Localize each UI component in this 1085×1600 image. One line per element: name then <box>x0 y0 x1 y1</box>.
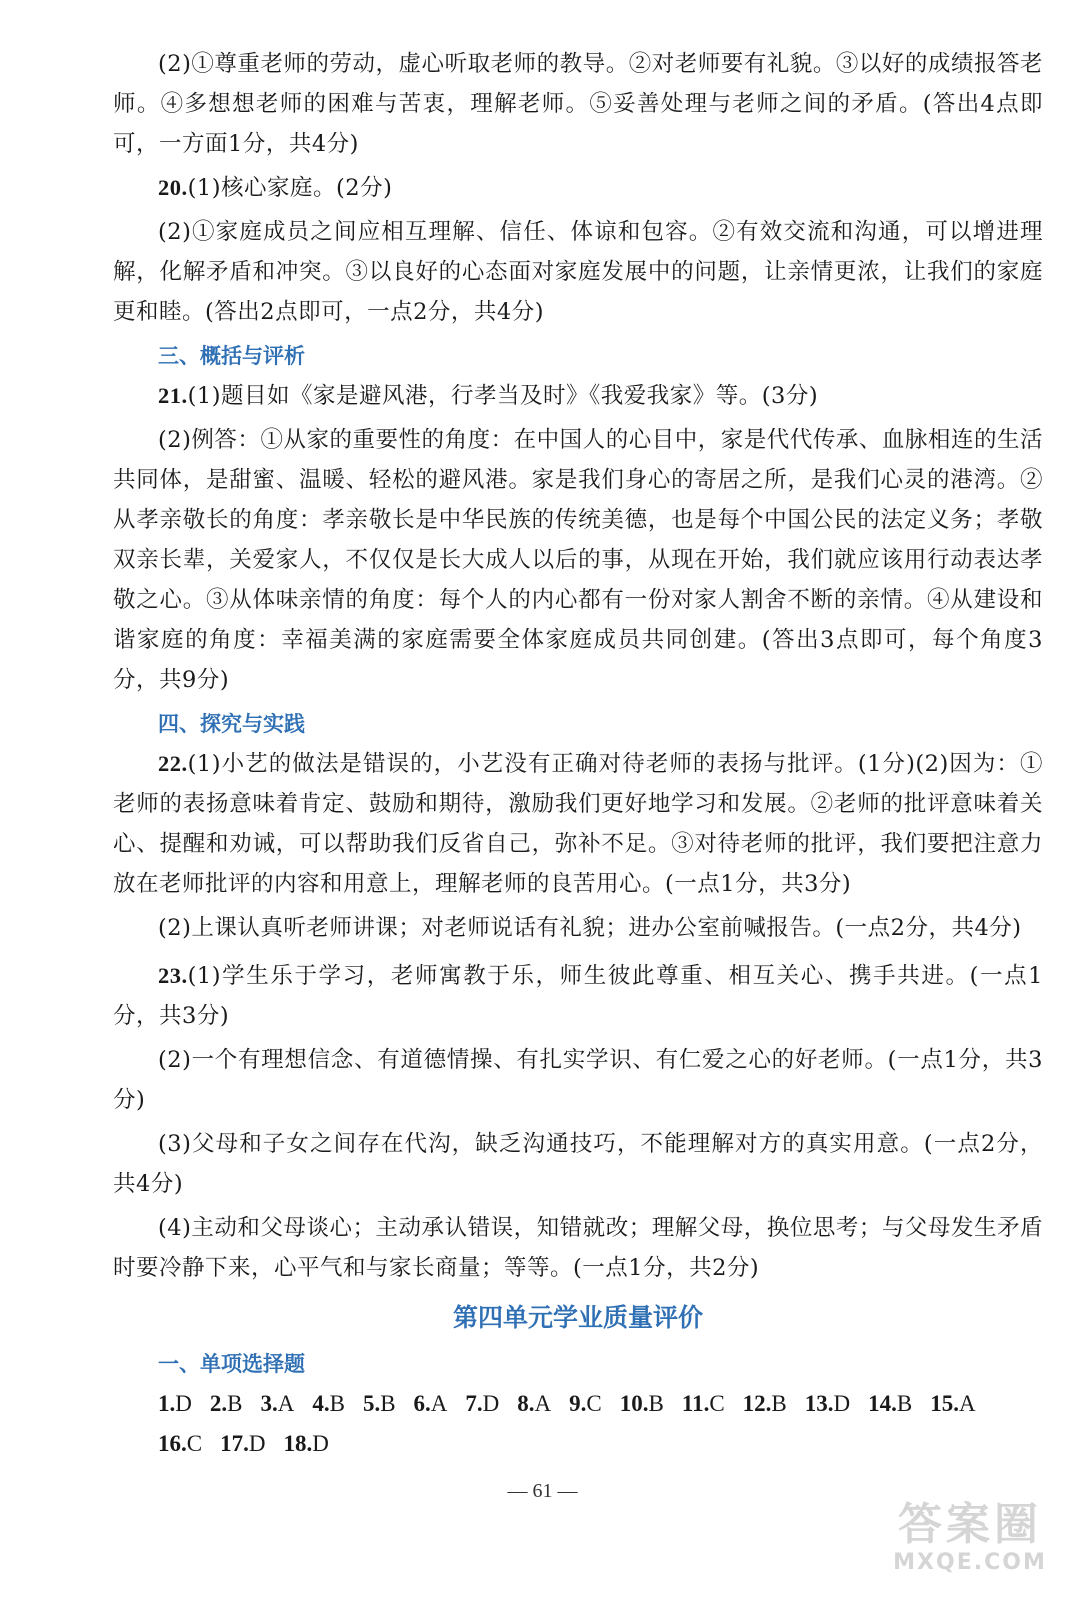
answer-letter: A <box>430 1391 448 1416</box>
answer-letter: C <box>709 1391 725 1416</box>
question-number: 20. <box>158 175 188 200</box>
answer-item <box>465 1384 499 1424</box>
answer-letter: D <box>482 1391 500 1416</box>
answer-item <box>158 1424 202 1464</box>
answer-letter: D <box>175 1391 192 1416</box>
section-heading-3: 三、概括与评析 <box>158 344 305 368</box>
answer-item <box>363 1384 396 1424</box>
answer-number: 10. <box>619 1391 649 1416</box>
answer-item <box>569 1384 602 1424</box>
answer-number: 4. <box>312 1391 330 1416</box>
answer-letter: C <box>186 1431 203 1456</box>
answer-letter: D <box>248 1431 266 1456</box>
answer-item <box>414 1384 448 1424</box>
answer-number: 18. <box>283 1431 313 1456</box>
answer-letter: A <box>277 1391 295 1416</box>
watermark-main: 答案圈 <box>898 1499 1042 1550</box>
paragraph-23-4: (4)主动和父母谈心；主动承认错误，知错就改；理解父母，换位思考；与父母发生矛盾时要冷静下来，心平气和与家长商量；等等。(一点1分，共2分) <box>113 1215 1043 1281</box>
paragraph-21-2: (2)例答：①从家的重要性的角度：在中国人的心目中，家是代代传承、血脉相连的生活共同体，是甜蜜、温暖、轻松的避风港。家是我们身心的寄居之所，是我们心灵的港湾。②从孝亲敬长的角度：孝亲敬长是中华民族的传统美德，也是每个中国公民的法定义务；孝敬双亲长辈，关爱家人，不仅仅是长大成人以后的事，从现在开始，我们就应该用行动表达孝敬之心。③从体味亲情的角度：每个人的内心都有一份对家人割舍不断的亲情。④从建设和谐家庭的角度：幸福美满的家庭需要全体家庭成员共同创建。(答出3点即可，每个角度3分，共9分) <box>113 427 1043 693</box>
answer-number: 1. <box>158 1391 176 1416</box>
answer-item <box>158 1384 192 1424</box>
question-22-part-1 <box>113 744 1043 904</box>
answer-number: 13. <box>804 1391 834 1416</box>
answer-number: 9. <box>569 1391 587 1416</box>
answer-page <box>113 44 1043 1464</box>
answer-number: 17. <box>220 1431 249 1456</box>
answer-number: 16. <box>158 1431 187 1456</box>
answer-number: 14. <box>868 1391 897 1416</box>
question-23-text: (1)学生乐于学习，老师寓教于乐，师生彼此尊重、相互关心、携手共进。(一点1分，共3分) <box>113 963 1043 1029</box>
paragraph-22-2: (2)上课认真听老师讲课；对老师说话有礼貌；进办公室前喊报告。(一点2分，共4分) <box>158 915 1022 941</box>
answer-letter: C <box>586 1391 602 1416</box>
answer-letter: B <box>329 1391 345 1416</box>
answer-item <box>312 1384 345 1424</box>
answer-item <box>210 1384 243 1424</box>
answer-item <box>930 1384 975 1424</box>
answer-letter: B <box>648 1391 664 1416</box>
watermark-sub: MXQE.COM <box>893 1550 1047 1575</box>
answer-item <box>868 1384 912 1424</box>
section-heading-4: 四、探究与实践 <box>158 712 305 736</box>
question-number: 23. <box>158 963 188 988</box>
paragraph-20-2: (2)①家庭成员之间应相互理解、信任、体谅和包容。②有效交流和沟通，可以增进理解，化解矛盾和冲突。③以良好的心态面对家庭发展中的问题，让亲情更浓，让我们的家庭更和睦。(答出2点即可，一点2分，共4分) <box>113 219 1043 325</box>
question-20-text: (1)核心家庭。(2分) <box>187 175 393 201</box>
answer-number: 15. <box>930 1391 959 1416</box>
answer-letter: B <box>227 1391 243 1416</box>
answer-letter: D <box>833 1391 851 1416</box>
paragraph-19-2: (2)①尊重老师的劳动，虚心听取老师的教导。②对老师要有礼貌。③以好的成绩报答老师。④多想想老师的困难与苦衷，理解老师。⑤妥善处理与老师之间的矛盾。(答出4点即可，一方面1分，共4分) <box>113 51 1043 157</box>
answer-letter: A <box>958 1391 976 1416</box>
answer-number: 12. <box>742 1391 772 1416</box>
question-23-part-1 <box>113 956 1043 1036</box>
answer-item <box>220 1424 265 1464</box>
answer-item <box>517 1384 551 1424</box>
answer-letter: A <box>534 1391 552 1416</box>
answer-number: 5. <box>362 1391 381 1416</box>
section-heading-1: 一、单项选择题 <box>158 1352 305 1376</box>
answer-number: 2. <box>209 1391 228 1416</box>
question-22-text: (1)小艺的做法是错误的，小艺没有正确对待老师的表扬与批评。(1分)(2)因为：①老师的表扬意味着肯定、鼓励和期待，激励我们更好地学习和发展。②老师的批评意味着关心、提醒和劝诫，可以帮助我们反省自己，弥补不足。③对待老师的批评，我们要把注意力放在老师批评的内容和用意上，理解老师的良苦用心。(一点1分，共3分) <box>113 751 1043 897</box>
answer-letter: B <box>771 1391 787 1416</box>
answer-number: 3. <box>260 1391 278 1416</box>
answer-number: 7. <box>465 1391 483 1416</box>
question-20-part-1 <box>113 168 1043 208</box>
answer-item <box>682 1384 725 1424</box>
answer-item <box>283 1424 328 1464</box>
answer-letter: B <box>896 1391 913 1416</box>
answer-item <box>805 1384 850 1424</box>
paragraph-23-2: (2)一个有理想信念、有道德情操、有扎实学识、有仁爱之心的好老师。(一点1分，共3分) <box>113 1047 1043 1113</box>
question-21-part-1 <box>113 376 1043 416</box>
answer-item <box>743 1384 787 1424</box>
unit-title: 第四单元学业质量评价 <box>452 1303 703 1332</box>
answer-number: 11. <box>681 1391 710 1416</box>
answer-item <box>260 1384 294 1424</box>
answer-item <box>620 1384 664 1424</box>
answer-letter: D <box>312 1431 329 1456</box>
question-number: 21. <box>158 383 188 408</box>
question-number: 22. <box>158 751 188 776</box>
answer-number: 6. <box>413 1391 431 1416</box>
answer-number: 8. <box>517 1391 535 1416</box>
page-number: — 61 — <box>507 1480 578 1502</box>
question-21-text: (1)题目如《家是避风港，行孝当及时》《我爱我家》等。(3分) <box>187 383 819 409</box>
watermark-logo <box>875 1500 1065 1595</box>
answer-key <box>113 1384 1043 1464</box>
answer-letter: B <box>380 1391 396 1416</box>
paragraph-23-3: (3)父母和子女之间存在代沟，缺乏沟通技巧，不能理解对方的真实用意。(一点2分，共4分) <box>113 1131 1043 1197</box>
